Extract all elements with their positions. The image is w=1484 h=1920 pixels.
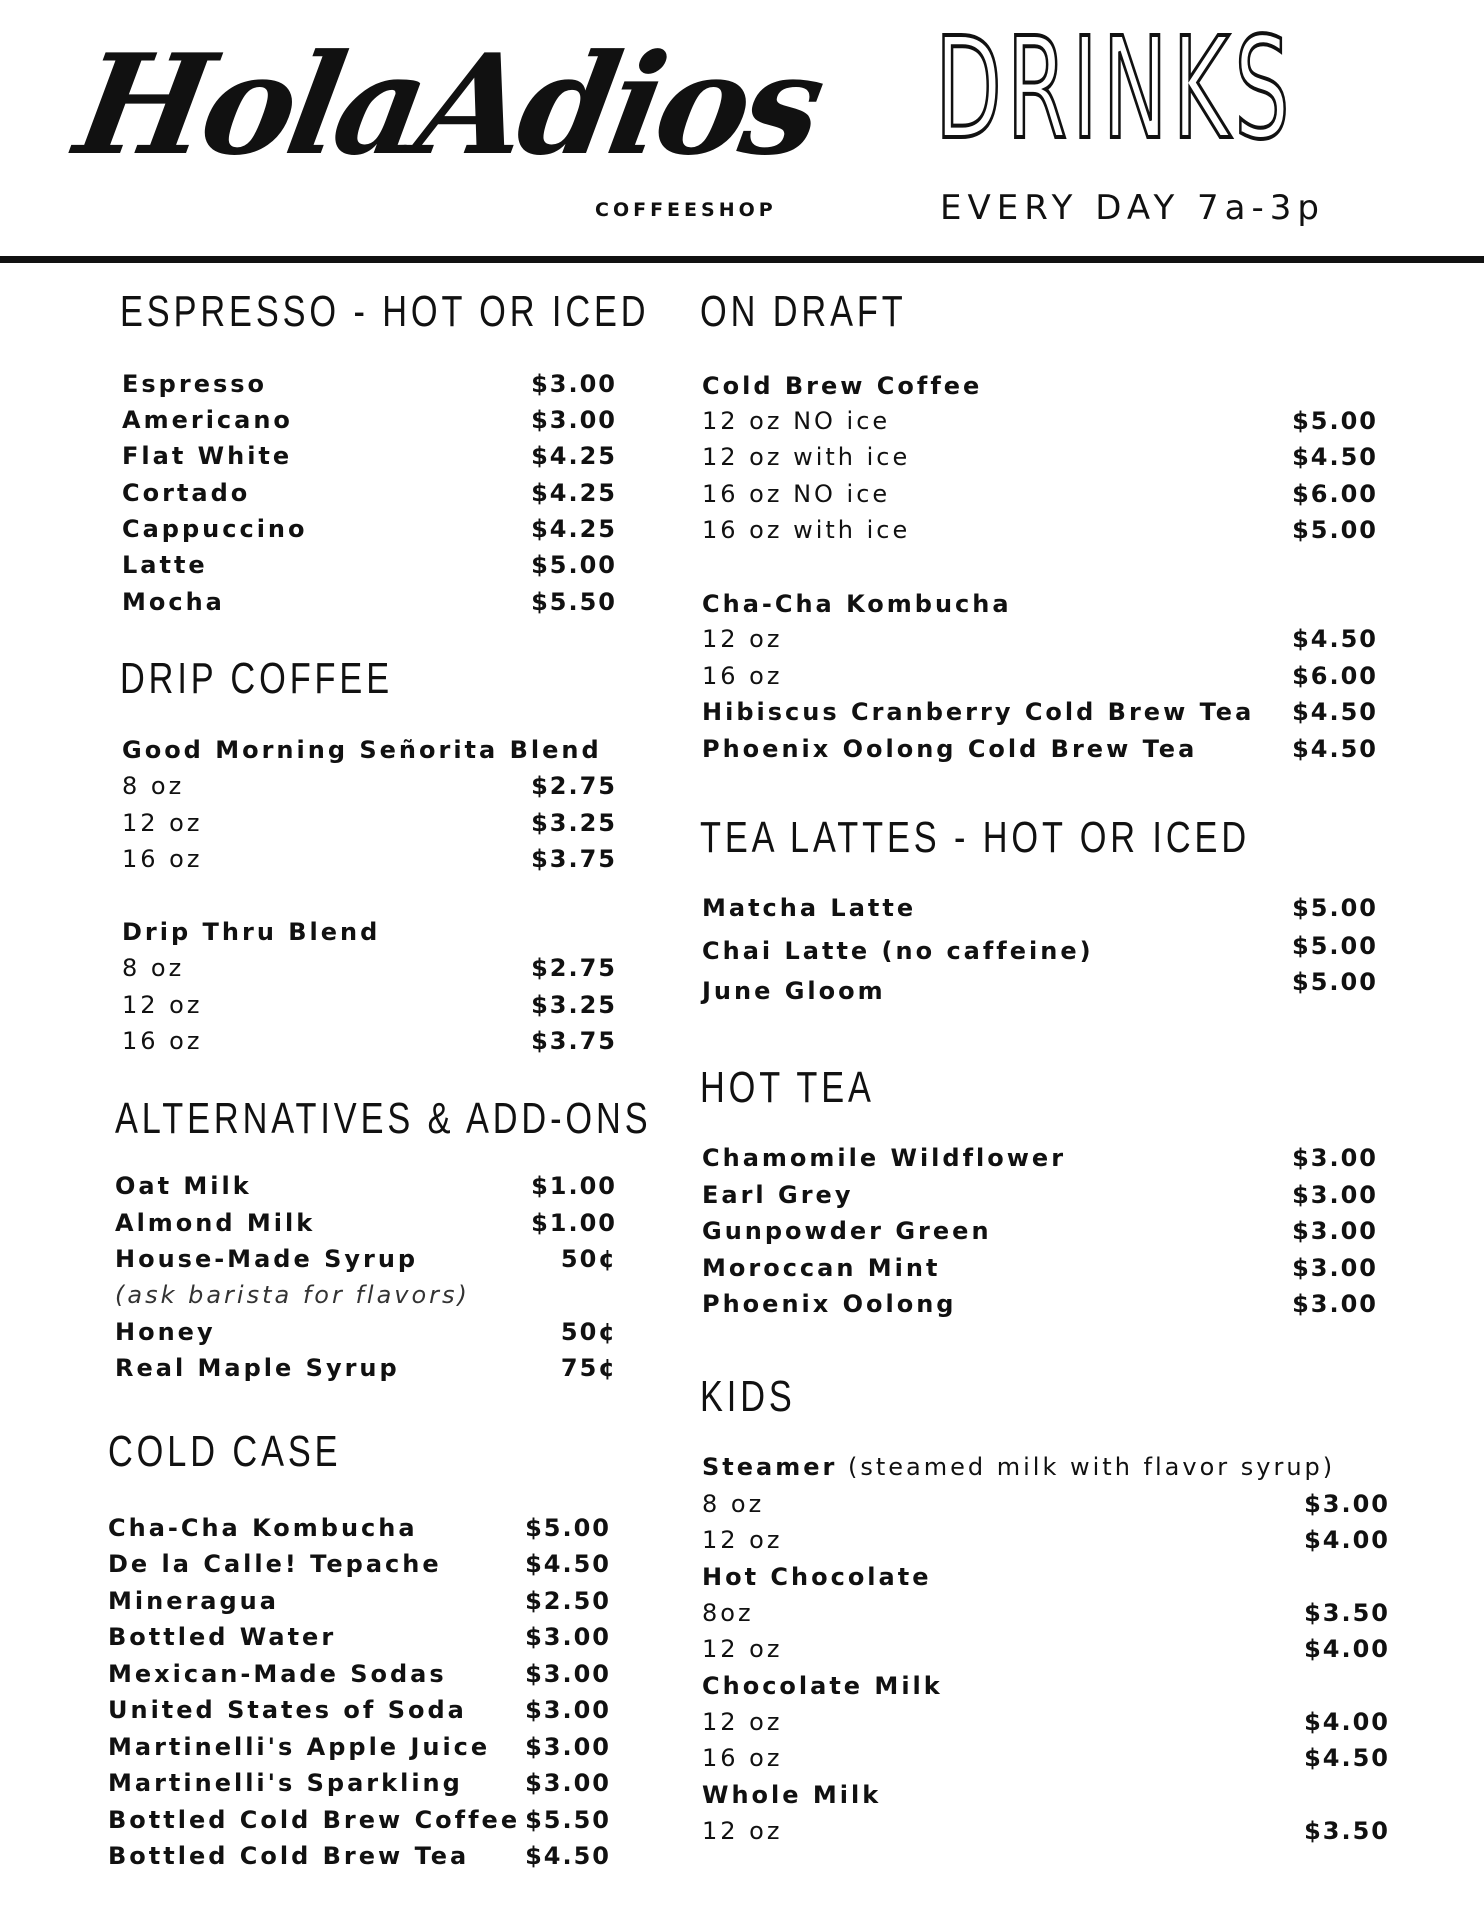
menu-item: Mocha $5.50 (122, 588, 617, 616)
menu-item: Bottled Cold Brew Tea $4.50 (108, 1842, 611, 1870)
menu-item: 8 oz $2.75 (122, 772, 617, 800)
menu-item-price: $5.00 (1292, 968, 1378, 996)
menu-item: Cappuccino $4.25 (122, 515, 617, 543)
section-title-cold-case: COLD CASE (108, 1427, 342, 1476)
menu-item: Martinelli's Sparkling $3.00 (108, 1769, 611, 1797)
hours-text: EVERY DAY 7a-3p (940, 188, 1325, 228)
item-heading: Hot Chocolate (702, 1563, 932, 1591)
menu-item: 12 oz with ice $4.50 (702, 443, 1378, 471)
brand-name: HolaAdios (65, 23, 831, 186)
menu-item: Hibiscus Cranberry Cold Brew Tea $4.50 (702, 698, 1378, 726)
brand-subtitle: COFFEESHOP (595, 199, 777, 221)
menu-item: 12 oz $3.25 (122, 991, 617, 1019)
menu-item-name: Chai Latte (no caffeine) (702, 937, 1094, 965)
menu-item: United States of Soda $3.00 (108, 1696, 611, 1724)
menu-item: Steamer (steamed milk with flavor syrup) (702, 1453, 1336, 1481)
menu-item: Moroccan Mint $3.00 (702, 1254, 1378, 1282)
menu-item: Latte $5.00 (122, 551, 617, 579)
menu-item: 12 oz NO ice $5.00 (702, 407, 1378, 435)
menu-item: 16 oz NO ice $6.00 (702, 480, 1378, 508)
menu-item: Phoenix Oolong Cold Brew Tea $4.50 (702, 735, 1378, 763)
item-heading: Chocolate Milk (702, 1672, 943, 1700)
menu-item: Almond Milk $1.00 (115, 1209, 617, 1237)
brand-logo (65, 23, 831, 236)
menu-item: 8 oz $3.00 (702, 1490, 1390, 1518)
menu-item: 12 oz $3.25 (122, 809, 617, 837)
menu-item: 16 oz $3.75 (122, 1027, 617, 1055)
section-title-alternatives: ALTERNATIVES & ADD-ONS (115, 1094, 652, 1143)
section-title-tea-lattes: TEA LATTES - HOT OR ICED (700, 813, 1251, 862)
menu-item: Bottled Water $3.00 (108, 1623, 611, 1651)
item-heading: Drip Thru Blend (122, 918, 381, 946)
item-heading: Cold Brew Coffee (702, 372, 983, 400)
menu-item: 12 oz $4.00 (702, 1635, 1390, 1663)
item-heading: Cha-Cha Kombucha (702, 590, 1012, 618)
menu-item: Earl Grey $3.00 (702, 1181, 1378, 1209)
section-title-hot-tea: HOT TEA (700, 1063, 875, 1112)
menu-item: Oat Milk $1.00 (115, 1172, 617, 1200)
menu-item-price: $5.00 (1292, 932, 1378, 960)
menu-item: Mineragua $2.50 (108, 1587, 611, 1615)
menu-item: Americano $3.00 (122, 406, 617, 434)
menu-item: House-Made Syrup 50¢ (115, 1245, 617, 1273)
menu-item: 16 oz $4.50 (702, 1744, 1390, 1772)
section-title-espresso: ESPRESSO - HOT OR ICED (120, 287, 650, 336)
menu-item: Bottled Cold Brew Coffee $5.50 (108, 1806, 611, 1834)
menu-item: Chamomile Wildflower $3.00 (702, 1144, 1378, 1172)
section-title-drip: DRIP COFFEE (120, 654, 394, 703)
menu-item: Espresso $3.00 (122, 370, 617, 398)
menu-item: 12 oz $3.50 (702, 1817, 1390, 1845)
menu-item: 12 oz $4.00 (702, 1708, 1390, 1736)
menu-item: Gunpowder Green $3.00 (702, 1217, 1378, 1245)
menu-item: 8 oz $2.75 (122, 954, 617, 982)
menu-item: Phoenix Oolong $3.00 (702, 1290, 1378, 1318)
menu-item: Flat White $4.25 (122, 442, 617, 470)
menu-item: Mexican-Made Sodas $3.00 (108, 1660, 611, 1688)
section-title-on-draft: ON DRAFT (700, 287, 907, 336)
menu-item: Honey 50¢ (115, 1318, 617, 1346)
menu-item: Cortado $4.25 (122, 479, 617, 507)
section-title-kids: KIDS (700, 1372, 796, 1421)
menu-item: De la Calle! Tepache $4.50 (108, 1550, 611, 1578)
menu-item: Real Maple Syrup 75¢ (115, 1354, 617, 1382)
menu-item: 12 oz $4.00 (702, 1526, 1390, 1554)
item-heading: Whole Milk (702, 1781, 882, 1809)
item-note: (ask barista for flavors) (115, 1281, 470, 1309)
menu-item: 16 oz with ice $5.00 (702, 516, 1378, 544)
menu-item: Martinelli's Apple Juice $3.00 (108, 1733, 611, 1761)
menu-item-name: June Gloom (702, 977, 886, 1005)
menu-item: 12 oz $4.50 (702, 625, 1378, 653)
menu-item: 8oz $3.50 (702, 1599, 1390, 1627)
menu-item: Cha-Cha Kombucha $5.00 (108, 1514, 611, 1542)
menu-item: 16 oz $3.75 (122, 845, 617, 873)
page-title: DRINKS (935, 8, 1295, 171)
menu-item: 16 oz $6.00 (702, 662, 1378, 690)
header-divider (0, 256, 1484, 263)
menu-item: Matcha Latte $5.00 (702, 894, 1378, 922)
item-heading: Good Morning Señorita Blend (122, 736, 602, 764)
